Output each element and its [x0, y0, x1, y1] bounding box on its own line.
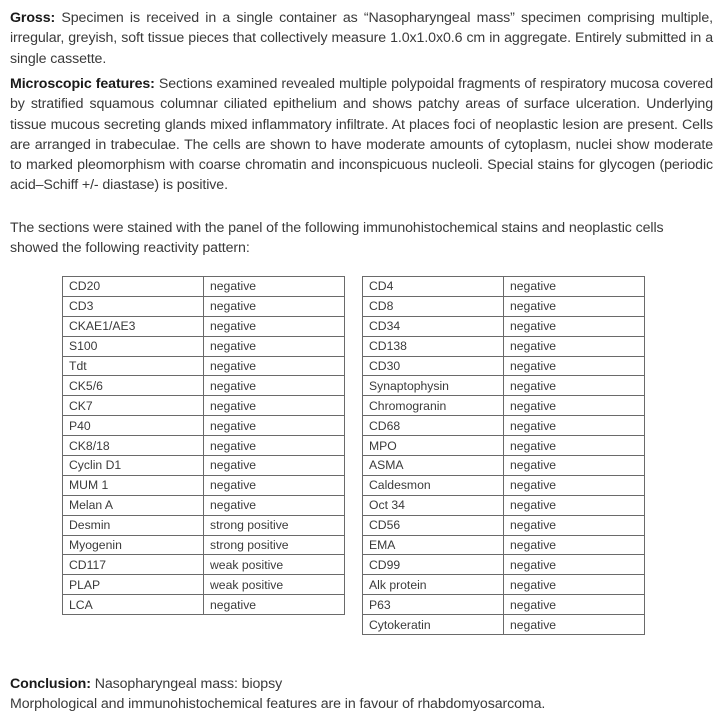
table-row	[363, 396, 645, 416]
stain-marker-cell: CD34	[363, 316, 504, 336]
stain-marker-cell: Tdt	[63, 356, 204, 376]
stain-marker-cell: CD4	[363, 277, 504, 297]
stain-marker-cell: Cytokeratin	[363, 615, 504, 635]
stain-marker-cell: Desmin	[63, 515, 204, 535]
gross-section	[10, 8, 713, 69]
table-row	[363, 436, 645, 456]
microscopic-label: Microscopic features:	[10, 76, 155, 92]
table-row	[363, 456, 645, 476]
gross-label: Gross:	[10, 10, 56, 26]
table-row	[63, 515, 345, 535]
stain-marker-cell: CD30	[363, 356, 504, 376]
stain-result-cell: negative	[504, 376, 645, 396]
table-row	[363, 416, 645, 436]
stain-result-cell: negative	[504, 336, 645, 356]
stain-marker-cell: CD20	[63, 277, 204, 297]
table-row	[63, 575, 345, 595]
conclusion-label: Conclusion:	[10, 676, 91, 692]
stain-result-cell: negative	[204, 376, 345, 396]
stain-result-cell: negative	[504, 515, 645, 535]
ihc-table-left	[62, 276, 345, 615]
stain-marker-cell: P63	[363, 595, 504, 615]
stain-marker-cell: CK7	[63, 396, 204, 416]
stain-marker-cell: CK8/18	[63, 436, 204, 456]
stain-marker-cell: CD99	[363, 555, 504, 575]
conclusion-diagnosis: Morphological and immunohistochemical features are in favour of rhabdomyosarcoma.	[10, 696, 546, 713]
table-row	[63, 475, 345, 495]
stain-marker-cell: P40	[63, 416, 204, 436]
stain-marker-cell: CD68	[363, 416, 504, 436]
stain-marker-cell: Synaptophysin	[363, 376, 504, 396]
table-row	[63, 456, 345, 476]
table-row	[363, 336, 645, 356]
ihc-table-right	[362, 276, 645, 635]
stain-result-cell: negative	[504, 316, 645, 336]
stain-result-cell: negative	[504, 456, 645, 476]
conclusion-text: Nasopharyngeal mass: biopsy	[90, 676, 283, 692]
table-row	[363, 495, 645, 515]
table-row	[63, 356, 345, 376]
table-row	[363, 316, 645, 336]
stain-result-cell: negative	[204, 416, 345, 436]
stain-result-cell: negative	[204, 356, 345, 376]
ihc-intro-text: The sections were stained with the panel of the following immunohistochemical stains and neoplastic cells showed the following reactivity pattern:	[10, 220, 664, 257]
table-row	[63, 416, 345, 436]
table-row	[363, 595, 645, 615]
stain-marker-cell: EMA	[363, 535, 504, 555]
table-row	[63, 555, 345, 575]
stain-result-cell: negative	[204, 396, 345, 416]
table-row	[363, 615, 645, 635]
stain-result-cell: negative	[204, 495, 345, 515]
stain-marker-cell: MUM 1	[63, 475, 204, 495]
stain-marker-cell: Myogenin	[63, 535, 204, 555]
stain-result-cell: weak positive	[204, 575, 345, 595]
microscopic-text: Sections examined revealed multiple polypoidal fragments of respiratory mucosa covered by stratified squamous columnar ciliated epithelium and shows patchy areas of surface ulceration. Underlying tissue mucous secreting glands mixed inflammatory infiltrate. At places foci of neoplastic lesion are present. Cells are arranged in trabeculae. The cells are shown to have moderate amounts of cytoplasm, nuclei show moderate to marked pleomorphism with coarse chromatin and inconspicuous nucleoli. Special stains for glycogen (periodic acid–Schiff +/- diastase) is positive.	[10, 76, 713, 194]
table-row	[363, 575, 645, 595]
table-row	[363, 475, 645, 495]
table-row	[63, 296, 345, 316]
stain-result-cell: negative	[204, 336, 345, 356]
table-row	[63, 277, 345, 297]
table-row	[63, 535, 345, 555]
stain-result-cell: negative	[504, 396, 645, 416]
stain-marker-cell: Oct 34	[363, 495, 504, 515]
stain-marker-cell: Caldesmon	[363, 475, 504, 495]
microscopic-section	[10, 74, 713, 196]
stain-marker-cell: Cyclin D1	[63, 456, 204, 476]
stain-result-cell: negative	[204, 595, 345, 615]
ihc-intro	[10, 218, 713, 259]
stain-marker-cell: LCA	[63, 595, 204, 615]
stain-marker-cell: CD117	[63, 555, 204, 575]
table-row	[363, 376, 645, 396]
stain-marker-cell: CKAE1/AE3	[63, 316, 204, 336]
stain-result-cell: negative	[204, 436, 345, 456]
stain-marker-cell: CD138	[363, 336, 504, 356]
stain-marker-cell: S100	[63, 336, 204, 356]
stain-marker-cell: CD3	[63, 296, 204, 316]
table-row	[63, 396, 345, 416]
ihc-table-left-body	[63, 277, 345, 615]
stain-result-cell: negative	[204, 296, 345, 316]
stain-result-cell: negative	[504, 595, 645, 615]
stain-result-cell: negative	[204, 277, 345, 297]
stain-result-cell: negative	[504, 575, 645, 595]
stain-result-cell: strong positive	[204, 535, 345, 555]
stain-marker-cell: ASMA	[363, 456, 504, 476]
stain-marker-cell: Alk protein	[363, 575, 504, 595]
stain-marker-cell: CK5/6	[63, 376, 204, 396]
table-row	[363, 296, 645, 316]
stain-marker-cell: PLAP	[63, 575, 204, 595]
stain-marker-cell: CD8	[363, 296, 504, 316]
stain-result-cell: negative	[504, 475, 645, 495]
stain-result-cell: negative	[504, 495, 645, 515]
stain-result-cell: negative	[204, 475, 345, 495]
table-row	[63, 595, 345, 615]
table-row	[63, 316, 345, 336]
stain-marker-cell: CD56	[363, 515, 504, 535]
stain-result-cell: negative	[204, 456, 345, 476]
table-row	[363, 515, 645, 535]
stain-marker-cell: Chromogranin	[363, 396, 504, 416]
table-row	[363, 356, 645, 376]
stain-result-cell: strong positive	[204, 515, 345, 535]
conclusion-section	[10, 674, 713, 715]
table-row	[63, 376, 345, 396]
stain-result-cell: weak positive	[204, 555, 345, 575]
table-row	[363, 535, 645, 555]
gross-text: Specimen is received in a single container as “Nasopharyngeal mass” specimen comprising multiple, irregular, greyish, soft tissue pieces that collectively measure 1.0x1.0x0.6 cm in aggregate. Entirely submitted in a single cassette.	[10, 10, 713, 67]
table-row	[63, 336, 345, 356]
stain-result-cell: negative	[504, 416, 645, 436]
stain-result-cell: negative	[504, 436, 645, 456]
table-row	[363, 555, 645, 575]
table-row	[363, 277, 645, 297]
table-row	[63, 495, 345, 515]
stain-result-cell: negative	[204, 316, 345, 336]
stain-marker-cell: Melan A	[63, 495, 204, 515]
stain-result-cell: negative	[504, 356, 645, 376]
stain-result-cell: negative	[504, 615, 645, 635]
stain-result-cell: negative	[504, 296, 645, 316]
stain-result-cell: negative	[504, 277, 645, 297]
stain-marker-cell: MPO	[363, 436, 504, 456]
ihc-table-right-body	[363, 277, 645, 635]
stain-result-cell: negative	[504, 555, 645, 575]
table-row	[63, 436, 345, 456]
stain-result-cell: negative	[504, 535, 645, 555]
